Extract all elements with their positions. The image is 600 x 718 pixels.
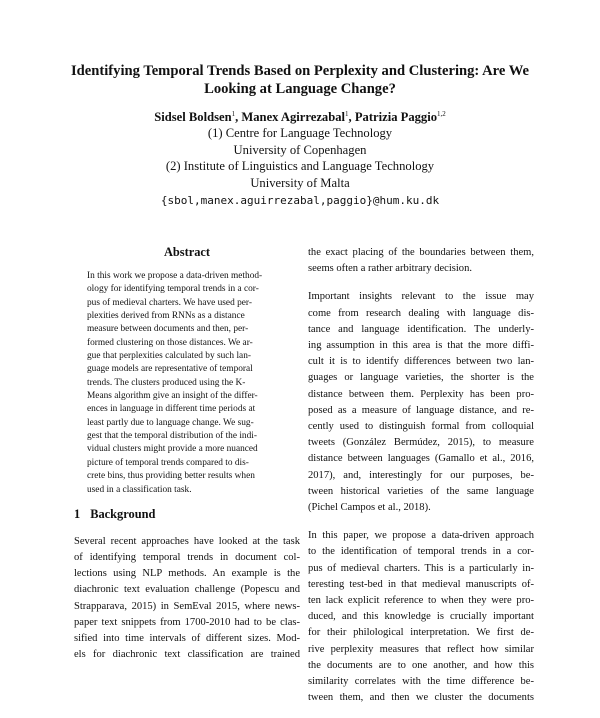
body-line: diachronic text evaluation challenge (Popescu and — [74, 584, 300, 596]
paper-title — [60, 62, 540, 98]
left-column — [74, 245, 300, 663]
body-line: to the identification of temporal trends in a cor- — [308, 546, 534, 558]
body-line: tween historical varieties of the same language — [308, 485, 534, 497]
author-email: {sbol,manex.aguirrezabal,paggio}@hum.ku.dk — [160, 194, 440, 208]
body-line: tweets (González Bermúdez, 2015), to measure — [308, 437, 534, 449]
abstract-line: gest that the temporal distribution of the indi- — [87, 431, 257, 442]
body-line: Important insights relevant to the issue may — [308, 291, 534, 303]
affiliation-line: University of Copenhagen — [233, 142, 367, 157]
body-line: tance and language identification. The underly- — [308, 323, 534, 335]
body-line: sified into time intervals of different sizes. Mod- — [74, 633, 300, 645]
affiliation-line: (1) Centre for Language Technology — [207, 126, 393, 141]
body-line: the documents are to one another, and how this — [308, 659, 534, 671]
paragraph — [308, 289, 534, 516]
abstract-heading: Abstract — [163, 245, 211, 259]
author-name: Manex Agirrezabal — [241, 110, 346, 124]
abstract-line: Means algorithm give an insight of the differ- — [87, 391, 258, 402]
author-affiliation-mark: 1 — [231, 110, 236, 118]
affiliation-line: University of Malta — [250, 175, 350, 190]
abstract-line: gue that perplexities calculated by such lan- — [87, 351, 251, 362]
body-line: Strapparava, 2015) in SemEval 2015, where news- — [74, 600, 300, 612]
abstract-line: ences in language in different time periods at — [87, 404, 256, 415]
paragraph — [308, 528, 534, 706]
abstract-line: measure between documents and then, per- — [87, 324, 249, 335]
abstract-line: used in a classification task. — [87, 484, 192, 495]
abstract-line: least partly due to language change. We sug- — [87, 417, 254, 428]
author-block — [60, 106, 540, 209]
body-line: distance between languages (Gamallo et al., 2016, — [308, 453, 534, 465]
body-line: seems often a rather arbitrary decision. — [308, 263, 472, 275]
section-paragraph — [74, 534, 300, 664]
abstract-line: trends. The clusters produced using the K- — [87, 377, 246, 388]
body-line: the exact placing of the boundaries between them, — [308, 247, 534, 258]
section-heading — [74, 507, 300, 522]
author-names: Sidsel Boldsen$^1$, Manex Agirrezabal$^1$, Patrizia Paggio$^{1,2}$ — [154, 110, 446, 124]
abstract-line: pus of medieval charters. We have used per- — [87, 297, 252, 308]
author-name: Patrizia Paggio — [354, 110, 438, 124]
abstract-line: In this work we propose a data-driven method- — [87, 271, 263, 281]
body-line: posed as a measure of language distance, and re- — [308, 404, 534, 416]
abstract-line: ology for identifying temporal trends in a cor- — [87, 284, 259, 295]
body-line: 2017), and, interestingly for our purposes, be- — [308, 469, 534, 481]
body-line: teresting test-bed in that medieval manuscripts of- — [308, 578, 534, 590]
body-line: for their philological interpretation. We first de- — [308, 627, 534, 639]
author-affiliation-mark: 1,2 — [437, 110, 446, 118]
abstract-line: plexities derived from RNNs as a distance — [87, 311, 245, 322]
author-name: Sidsel Boldsen — [154, 110, 232, 124]
paragraph — [308, 245, 534, 277]
body-line: els for diachronic text classification are trained — [74, 649, 300, 661]
abstract-line: vidual clusters might provide a more nuanced — [87, 444, 258, 455]
body-line: In this paper, we propose a data-driven approach — [308, 530, 534, 542]
abstract-text — [87, 270, 287, 497]
affiliation-line: (2) Institute of Linguistics and Language Technology — [165, 159, 435, 174]
body-line: rive perplexity measures that reflect how similar — [308, 643, 534, 655]
abstract-line: guage models are representative of temporal — [87, 364, 253, 375]
body-line: ten lack explicit reference to when they were pro- — [308, 595, 534, 607]
author-affiliation-mark: 1 — [345, 110, 349, 118]
abstract-line: picture of temporal trends compared to dis- — [87, 457, 249, 468]
body-line: ing assumption in this area is that the more diffi- — [308, 340, 534, 352]
body-line: pus of medieval charters. This is a particularly in- — [308, 562, 534, 574]
title-line: Identifying Temporal Trends Based on Perplexity and Clustering: Are We — [71, 63, 529, 79]
body-line: paper text snippets from 1700-2010 had to be clas- — [74, 616, 300, 628]
body-line: similarity correlates with the time difference be- — [308, 676, 534, 688]
body-line: cently used to distinguish formal from colloquial — [308, 421, 534, 433]
body-line: tween them, and then we cluster the documents — [308, 692, 534, 704]
body-line: of identifying temporal trends in document col- — [74, 552, 300, 564]
body-line: cult it is to identify differences between two lan- — [308, 356, 534, 368]
body-line: duced, and this knowledge is crucially important — [308, 611, 534, 623]
body-line: Several recent approaches have looked at the task — [74, 535, 300, 547]
right-column — [308, 245, 534, 718]
body-line: guages or language varieties, the shorter is the — [308, 372, 534, 384]
abstract-line: crete bins, thus providing better results when — [87, 471, 255, 482]
section-title: Background — [90, 506, 156, 521]
body-line: come from research dealing with language dis- — [308, 307, 534, 319]
abstract-line: formed clustering on those distances. We ar- — [87, 337, 253, 348]
body-line: (Pichel Campos et al., 2018). — [308, 502, 431, 514]
body-line: distance between them. Perplexity has been pro- — [308, 388, 534, 400]
title-line: Looking at Language Change? — [204, 81, 396, 97]
body-line: lections using NLP methods. An example is the — [74, 568, 300, 580]
section-number: 1 — [74, 506, 81, 521]
